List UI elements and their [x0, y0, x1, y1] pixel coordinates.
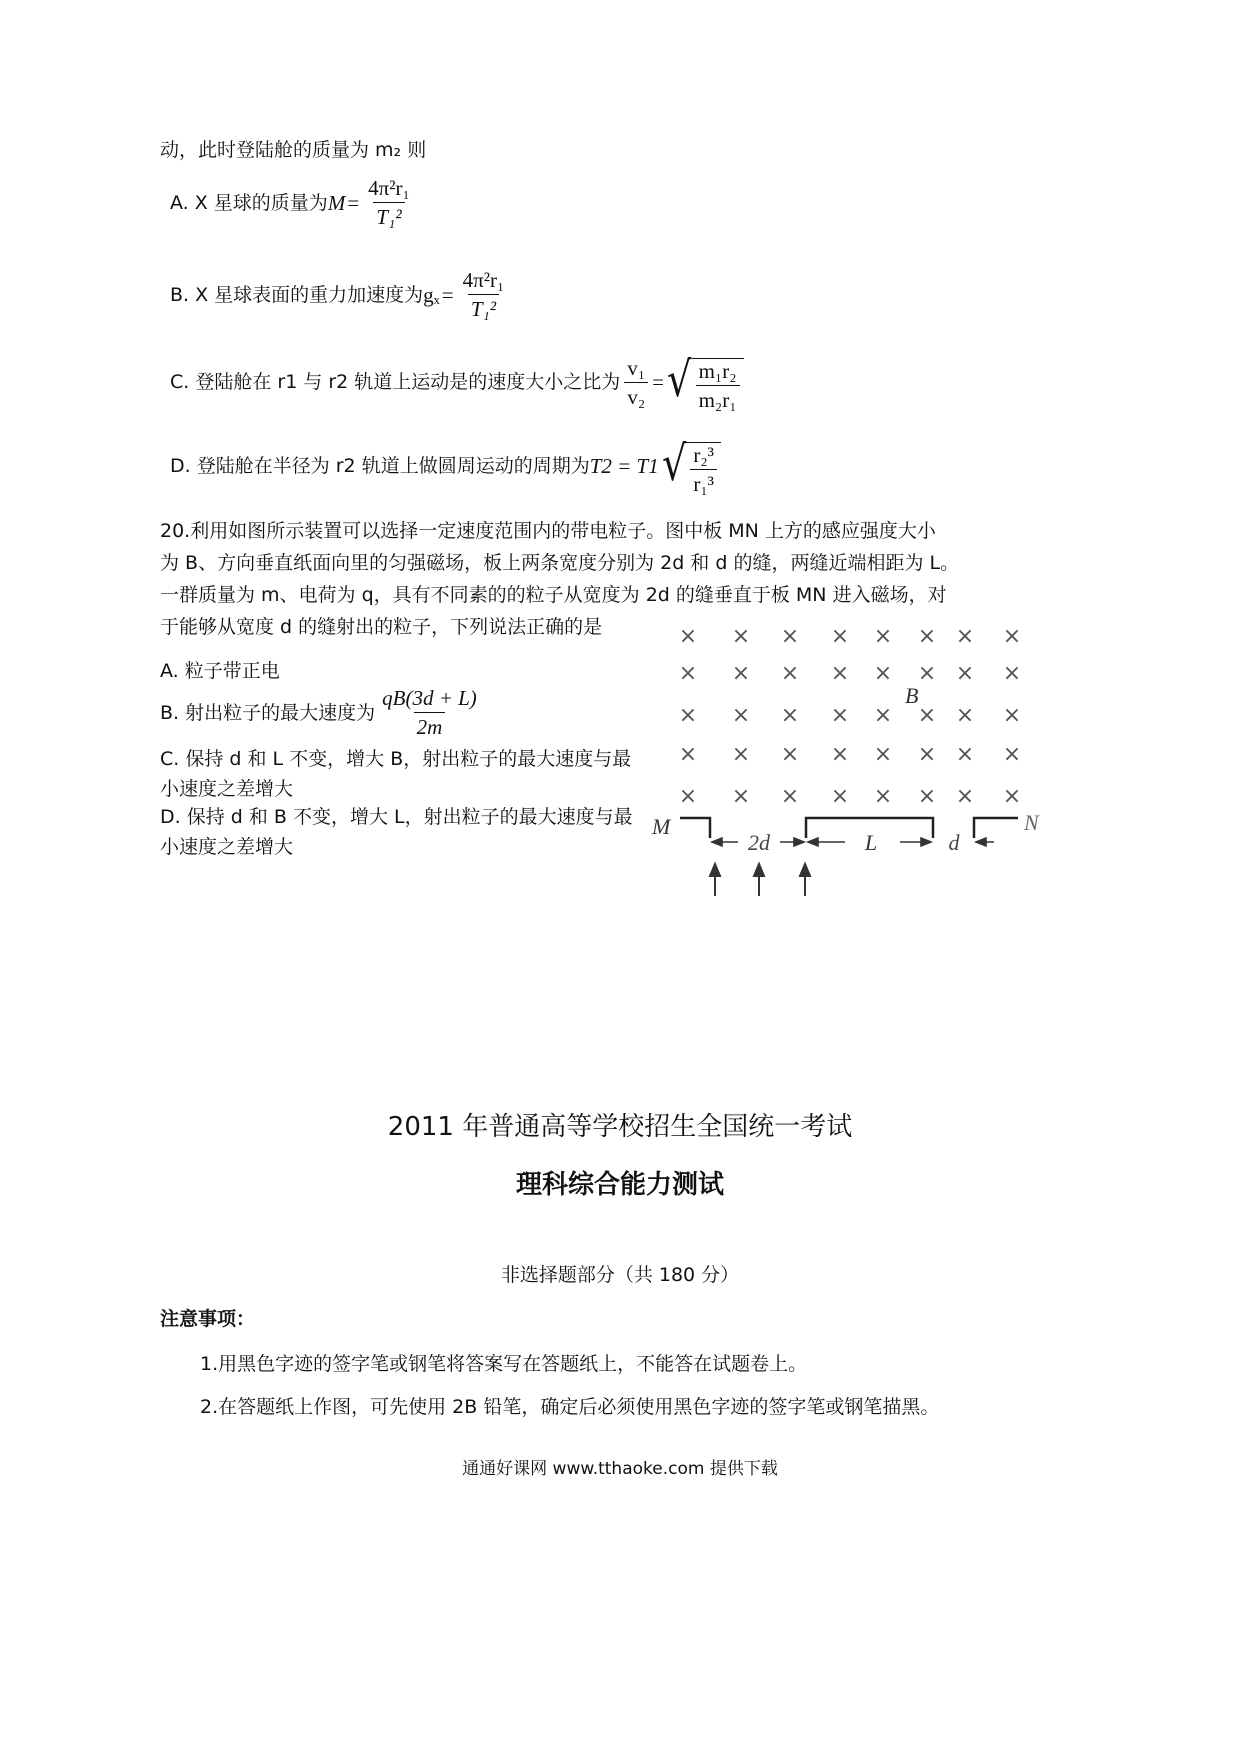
field-cross-mark: × [917, 703, 937, 728]
field-cross-mark: × [731, 784, 751, 809]
formula-d-lhs: T2 = T1 [589, 454, 659, 478]
field-cross-mark: × [780, 661, 800, 686]
arrow-up-icon [800, 864, 810, 876]
dimension-label-l: L [864, 830, 878, 855]
formula-d-denominator: r₁³ [690, 469, 717, 496]
q19-formula-c [620, 352, 743, 412]
sqrt-icon: √ [667, 352, 692, 408]
sqrt-icon: √ [661, 436, 687, 492]
field-cross-mark: × [1002, 624, 1022, 649]
q19-option-d-text: D. 登陆舱在半径为 r2 轨道上做圆周运动的周期为 [170, 455, 590, 477]
plate-right-segment [974, 818, 1018, 838]
q20-option-c-line: 小速度之差增大 [160, 778, 294, 800]
field-cross-mark: × [917, 624, 937, 649]
field-cross-mark: × [955, 703, 975, 728]
q20-option-d [160, 802, 633, 862]
field-cross-mark: × [1002, 742, 1022, 767]
arrow-up-icon [710, 864, 720, 876]
field-cross-mark: × [678, 624, 698, 649]
exam-title: 2011 年普通高等学校招生全国统一考试 [387, 1112, 853, 1142]
q19-option-b [170, 268, 511, 321]
q20-stem-line: 于能够从宽度 d 的缝射出的粒子，下列说法正确的是 [160, 616, 603, 638]
field-cross-mark: × [830, 661, 850, 686]
arrow-left-icon [712, 838, 722, 846]
field-label-b: B [905, 683, 919, 708]
field-cross-mark: × [1002, 784, 1022, 809]
arrow-right-icon [794, 838, 804, 846]
field-cross-mark: × [873, 661, 893, 686]
field-cross-mark: × [873, 784, 893, 809]
magnetic-field-figure [640, 610, 1060, 910]
q19-option-b-text: B. X 星球表面的重力加速度为 [170, 283, 424, 306]
q20-option-c [160, 744, 631, 804]
arrow-right-icon [921, 838, 931, 846]
field-cross-mark: × [678, 784, 698, 809]
field-cross-mark: × [917, 661, 937, 686]
formula-a-fraction [365, 176, 413, 229]
field-cross-mark: × [731, 624, 751, 649]
q19-option-c-text: C. 登陆舱在 r1 与 r2 轨道上运动是的速度大小之比为 [170, 371, 621, 393]
q20-option-a: A. 粒子带正电 [160, 660, 280, 682]
formula-b-lhs: gₓ [423, 282, 440, 307]
field-cross-mark: × [731, 742, 751, 767]
field-cross-mark: × [955, 784, 975, 809]
formula-c-right-numerator: m₁r₂ [698, 359, 737, 383]
field-cross-mark: × [917, 784, 937, 809]
q20-formula-b [379, 686, 480, 739]
formula-a-lhs: M [327, 190, 346, 215]
q20-stem-line: 为 B、方向垂直纸面向里的匀强磁场，板上两条宽度分别为 2d 和 d 的缝，两缝近端相距为 L。 [160, 552, 960, 574]
field-cross-mark: × [955, 742, 975, 767]
field-cross-mark: × [731, 703, 751, 728]
q19-option-d [170, 436, 721, 496]
plate-mn [680, 818, 1018, 838]
field-cross-mark: × [873, 624, 893, 649]
formula-c-sqrt [664, 352, 744, 412]
formula-c-eq: = [652, 370, 664, 394]
field-cross-mark: × [678, 742, 698, 767]
q20-option-c-line: C. 保持 d 和 L 不变，增大 B，射出粒子的最大速度与最 [160, 748, 632, 770]
plate-label-n: N [1024, 810, 1039, 835]
q19-formula-d [590, 436, 721, 496]
field-cross-mark: × [955, 624, 975, 649]
q20-stem-line: 20.利用如图所示装置可以选择一定速度范围内的带电粒子。图中板 MN 上方的感应强度大小 [160, 520, 936, 542]
field-cross-mark: × [780, 742, 800, 767]
formula-b-eq: = [441, 282, 454, 307]
field-cross-mark: × [917, 742, 937, 767]
q20-option-d-line: D. 保持 d 和 B 不变，增大 L，射出粒子的最大速度与最 [160, 806, 633, 828]
formula-c-right-fraction [696, 359, 740, 412]
formula-c-left-denominator: v₂ [624, 382, 648, 409]
arrow-left-icon [808, 838, 818, 846]
field-cross-mark: × [830, 742, 850, 767]
formula-b-numerator: 4π²r₁ [462, 268, 505, 292]
field-cross-mark: × [830, 703, 850, 728]
formula-d-sqrt [659, 436, 721, 496]
q20-option-b-text: B. 射出粒子的最大速度为 [160, 701, 376, 724]
exam-subtitle: 理科综合能力测试 [515, 1170, 724, 1200]
formula-d-fraction [690, 443, 717, 496]
field-cross-mark: × [731, 661, 751, 686]
formula-c-left-fraction [624, 356, 648, 409]
notice-item-2: 2.在答题纸上作图，可先使用 2B 铅笔，确定后必须使用黑色字迹的签字笔或钢笔描黑。 [200, 1396, 940, 1418]
field-cross-mark: × [955, 661, 975, 686]
field-cross-mark: × [873, 742, 893, 767]
formula-a-numerator: 4π²r₁ [368, 176, 410, 200]
q19-option-a [170, 176, 417, 229]
q19-formula-a [328, 176, 417, 229]
notice-heading: 注意事项： [160, 1308, 256, 1330]
q20-formula-b-denominator: 2m [414, 712, 446, 739]
q20-option-d-line: 小速度之差增大 [160, 836, 294, 858]
intro-line: 动，此时登陆舱的质量为 m₂ 则 [160, 139, 427, 161]
field-cross-mark: × [678, 703, 698, 728]
field-cross-mark: × [1002, 661, 1022, 686]
dimension-label-2d: 2d [748, 830, 770, 855]
formula-a-denominator: T₁² [373, 202, 404, 229]
arrow-left-icon [976, 838, 986, 846]
incoming-particles [710, 864, 810, 896]
q19-formula-b [423, 268, 511, 321]
arrow-up-icon [754, 864, 764, 876]
exam-section: 非选择题部分（共 180 分） [500, 1264, 740, 1286]
field-cross-mark: × [830, 624, 850, 649]
field-cross-mark: × [1002, 703, 1022, 728]
formula-a-eq: = [347, 190, 360, 215]
formula-d-numerator: r₂³ [693, 443, 714, 467]
field-cross-mark: × [678, 661, 698, 686]
field-cross-mark: × [873, 703, 893, 728]
formula-c-right-denominator: m₂r₁ [696, 385, 740, 412]
dimension-label-d: d [948, 830, 960, 855]
q19-option-c [170, 352, 744, 412]
formula-c-left-numerator: v₁ [627, 355, 646, 380]
field-cross-grid [679, 624, 1021, 809]
q19-option-a-text: A. X 星球的质量为 [170, 191, 328, 214]
plate-label-m: M [652, 814, 671, 839]
field-cross-mark: × [780, 703, 800, 728]
field-cross-mark: × [780, 624, 800, 649]
field-cross-mark: × [780, 784, 800, 809]
plate-left-segment [680, 818, 710, 838]
q20-stem-line: 一群质量为 m、电荷为 q，具有不同素的的粒子从宽度为 2d 的缝垂直于板 MN 进入磁场，对 [160, 584, 947, 606]
dimension-d [976, 838, 994, 846]
field-cross-mark: × [830, 784, 850, 809]
formula-b-denominator: T₁² [468, 294, 499, 321]
q20-option-b [160, 686, 484, 739]
notice-item-1: 1.用黑色字迹的签字笔或钢笔将答案写在答题纸上，不能答在试题卷上。 [200, 1353, 808, 1375]
q20-formula-b-numerator: qB(3d + L) [382, 686, 477, 710]
page-footer: 通通好课网 www.tthaoke.com 提供下载 [462, 1459, 778, 1479]
formula-b-fraction [460, 268, 508, 321]
